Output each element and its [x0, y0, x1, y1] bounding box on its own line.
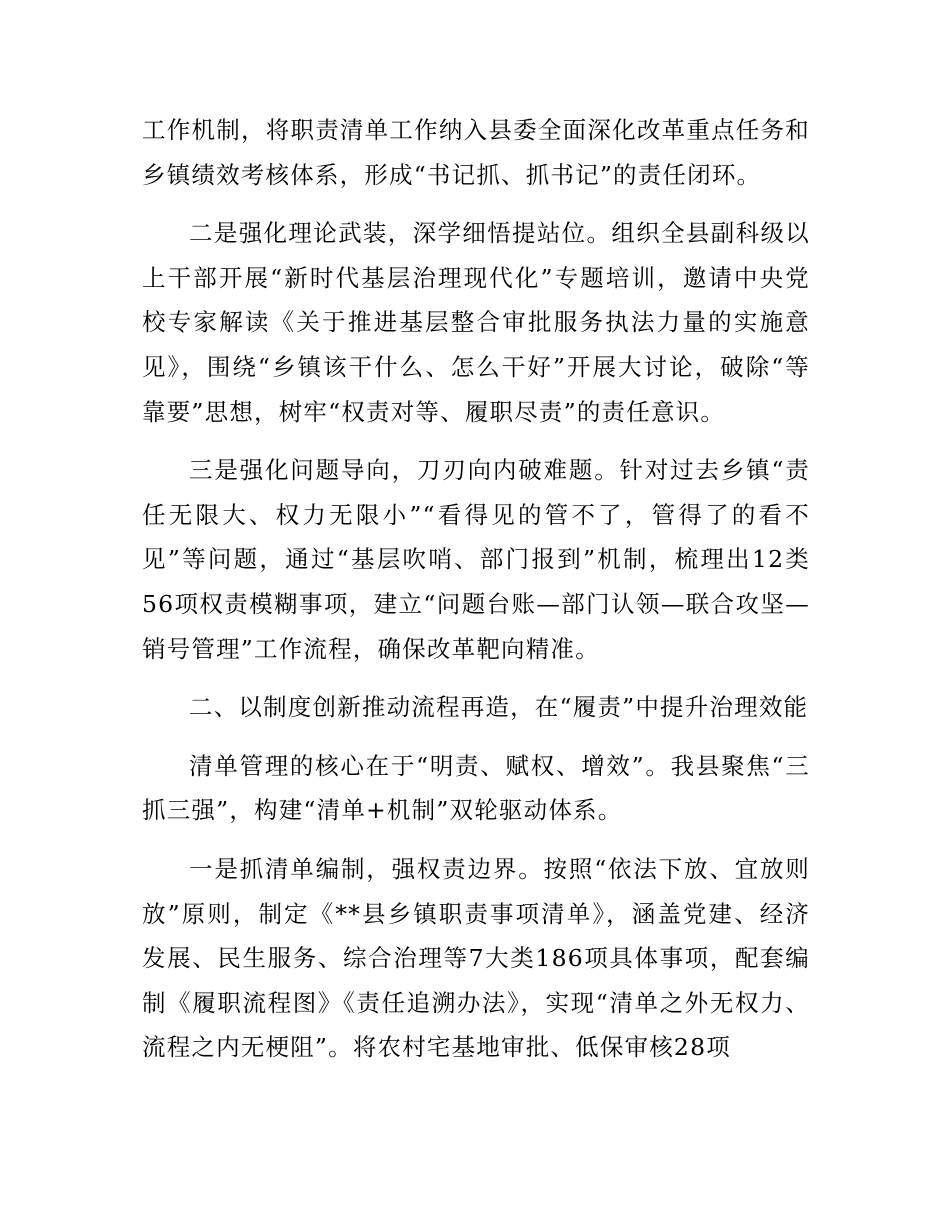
section-heading-institutional-innovation: 二、以制度创新推动流程再造，在“履责”中提升治理效能 [189, 693, 809, 722]
paragraph-list-compilation: 一是抓清单编制，强权责边界。按照“依法下放、宜放则放”原则，制定《**县乡镇职责事项清单》，涵盖党建、经济发展、民生服务、综合治理等7大类186项具体事项，配套编制《履职流程图》《责任追溯办法》，实现“清单之外无权力、流程之内无梗阻”。将农村宅基地审批、低保审核28项 [142, 854, 810, 1062]
document-page [142, 108, 810, 1084]
paragraph-work-mechanism: 工作机制，将职责清单工作纳入县委全面深化改革重点任务和乡镇绩效考核体系，形成“书记抓、抓书记”的责任闭环。 [142, 116, 810, 189]
paragraph-list-management-core: 清单管理的核心在于“明责、赋权、增效”。我县聚焦“三抓三强”，构建“清单+机制”双轮驱动体系。 [142, 751, 810, 825]
paragraph-problem-orientation: 三是强化问题导向，刀刃向内破难题。针对过去乡镇“责任无限大、权力无限小”“看得见的管不了，管得了的看不见”等问题，通过“基层吹哨、部门报到”机制，梳理出12类56项权责模糊事项，建立“问题台账—部门认领—联合攻坚—销号管理”工作流程，确保改革靶向精准。 [142, 456, 810, 663]
paragraph-theory-armament: 二是强化理论武装，深学细悟提站位。组织全县副科级以上干部开展“新时代基层治理现代化”专题培训，邀请中央党校专家解读《关于推进基层整合审批服务执法力量的实施意见》，围绕“乡镇该干什么、怎么干好”开展大讨论，破除“等靠要”思想，树牢“权责对等、履职尽责”的责任意识。 [142, 219, 810, 426]
